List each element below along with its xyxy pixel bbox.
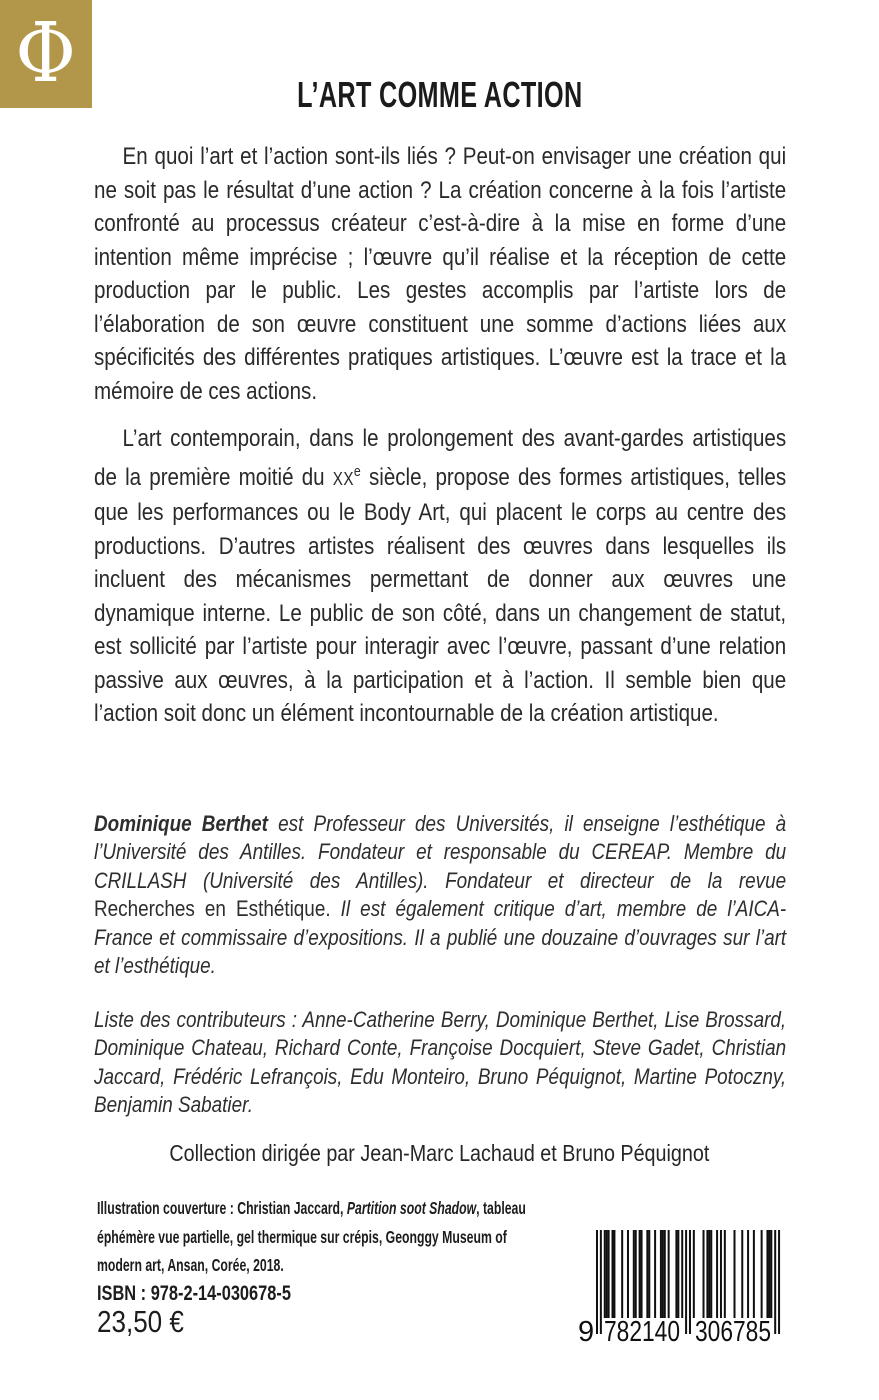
cover-illustration-credit: Illustration couverture : Christian Jaccard, Partition soot Shadow, tableau éphémère vue partielle, gel thermique sur crépis, Geonggy Museum of modern art, Ansan, Corée, 2018. <box>97 1198 526 1276</box>
ean13-barcode <box>578 1228 788 1346</box>
collection-line: Collection dirigée par Jean-Marc Lachaud et Bruno Péquignot <box>169 1140 710 1166</box>
svg-text:306785: 306785 <box>695 1316 771 1346</box>
price: 23,50 € <box>97 1304 184 1339</box>
svg-text:9: 9 <box>578 1316 595 1346</box>
synopsis-paragraph-2: L’art contemporain, dans le prolongement des avant-gardes artistiques de la première moitié du XXe siècle, propose des formes artistiques, telles que les performances ou le Body Art, qui placent le corps au centre des productions. D’autres artistes réalisent des œuvres dans lesquelles ils incluent des mécanismes permettant de donner aux œuvres une dynamique interne. Le public de son côté, dans un changement de statut, est sollicité par l’artiste pour interagir avec l’œuvre, passant d’une relation passive aux œuvres, à la participation et à l’action. Il semble bien que l’action soit donc un élément incontournable de la création artistique. <box>94 425 787 728</box>
synopsis-paragraph-1: En quoi l’art et l’action sont-ils liés ? Peut-on envisager une création qui ne soit pas le résultat d’une action ? La création concerne à la fois l’artiste confronté au processus créateur c’est-à-dire à la mise en forme d’une intention même imprécise ; l’œuvre qu’il réalise et la réception de cette production par le public. Les gestes accomplis par l’artiste lors de l’élaboration de son œuvre constituent une somme d’actions liées aux spécificités des différentes pratiques artistiques. L’œuvre est la trace et la mémoire de ces actions. <box>94 143 787 405</box>
isbn-number: ISBN : 978-2-14-030678-5 <box>97 1282 291 1305</box>
svg-text:782140: 782140 <box>604 1316 680 1346</box>
phi-logo-icon: Φ <box>15 6 77 101</box>
synopsis <box>94 140 786 731</box>
book-title: L’ART COMME ACTION <box>296 74 583 115</box>
author-bio: Dominique Berthet est Professeur des Universités, il enseigne l’esthétique à l’Université des Antilles. Fondateur et responsable du CEREAP. Membre du CRILLASH (Université des Antilles). Fondateur et directeur de la revue Recherches en Esthétique. Il est également critique d’art, membre de l’AICA-France et commissaire d’expositions. Il a publié une douzaine d’ouvrages sur l’art et l’esthétique. <box>94 811 787 979</box>
contributors-list: Liste des contributeurs : Anne-Catherine Berry, Dominique Berthet, Lise Brossard, Dominique Chateau, Richard Conte, Françoise Docquiert, Steve Gadet, Christian Jaccard, Frédéric Lefrançois, Edu Monteiro, Bruno Péquignot, Martine Potoczny, Benjamin Sabatier. <box>94 1007 787 1118</box>
